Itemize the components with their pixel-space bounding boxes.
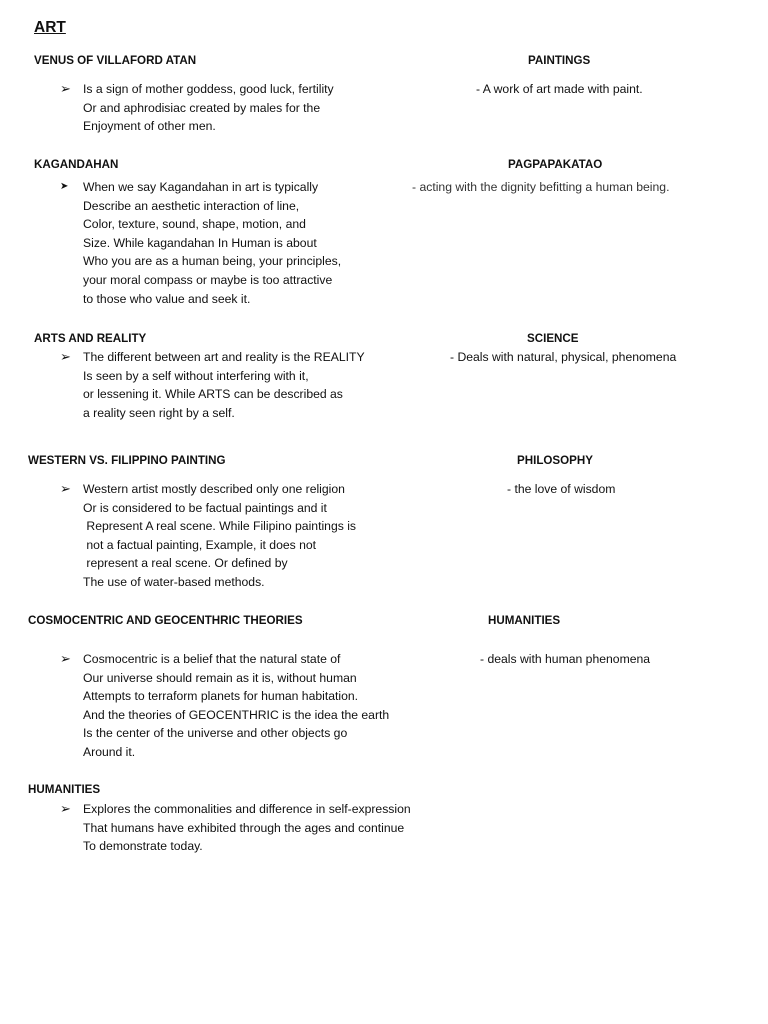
- right-heading-philosophy: PHILOSOPHY: [517, 454, 594, 467]
- body-line: or lessening it. While ARTS can be described as: [83, 387, 343, 402]
- section-body-venus: [83, 80, 334, 136]
- body-line: a reality seen right by a self.: [83, 405, 235, 420]
- right-text-pagpapakatao: - acting with the dignity befitting a human being.: [412, 180, 670, 194]
- section-body-kagandahan: [83, 178, 341, 308]
- body-line: The different between art and reality is the REALITY: [83, 350, 365, 364]
- body-line: Attempts to terraform planets for human habitation.: [83, 689, 359, 704]
- bullet-arrow-icon: ➢: [60, 651, 71, 666]
- body-line: Size. While kagandahan In Human is about: [83, 235, 317, 250]
- right-heading-pagpapakatao: PAGPAPAKATAO: [508, 158, 603, 171]
- body-line: Who you are as a human being, your principles,: [83, 254, 342, 269]
- right-text-science: - Deals with natural, physical, phenomena: [450, 350, 677, 364]
- body-line: The use of water-based methods.: [83, 574, 265, 589]
- section-heading-arts-reality: ARTS AND REALITY: [34, 332, 147, 345]
- body-line: Western artist mostly described only one religion: [83, 482, 345, 496]
- body-line: Is the center of the universe and other objects go: [83, 726, 348, 741]
- section-body-cosmocentric: [83, 650, 389, 762]
- body-line: That humans have exhibited through the ages and continue: [83, 820, 405, 835]
- right-heading-paintings: PAINTINGS: [528, 54, 591, 67]
- bullet-arrow-icon: ➢: [60, 481, 71, 496]
- section-heading-western-filipino: WESTERN VS. FILIPPINO PAINTING: [28, 454, 226, 467]
- body-line: Represent A real scene. While Filipino paintings is: [83, 519, 357, 534]
- body-line: Cosmocentric is a belief that the natural state of: [83, 652, 341, 666]
- section-heading-venus: VENUS OF VILLAFORD ATAN: [34, 54, 197, 67]
- body-line: Describe an aesthetic interaction of line,: [83, 198, 300, 213]
- body-line: When we say Kagandahan in art is typically: [83, 180, 319, 194]
- body-line: Is seen by a self without interfering with it,: [83, 368, 309, 383]
- body-line: Explores the commonalities and difference in self-expression: [83, 802, 411, 816]
- page-title: ART: [34, 19, 66, 36]
- body-line: And the theories of GEOCENTHRIC is the idea the earth: [83, 707, 390, 722]
- section-heading-humanities: HUMANITIES: [28, 783, 101, 796]
- body-line: Color, texture, sound, shape, motion, and: [83, 217, 306, 232]
- body-line: Or and aphrodisiac created by males for the: [83, 100, 321, 115]
- section-body-arts-reality: [83, 348, 365, 422]
- body-line: Around it.: [83, 744, 136, 759]
- body-line: Enjoyment of other men.: [83, 119, 216, 134]
- body-line: not a factual painting, Example, it does not: [83, 537, 317, 552]
- section-body-western-filipino: [83, 480, 356, 592]
- body-line: to those who value and seek it.: [83, 291, 251, 306]
- right-text-humanities: - deals with human phenomena: [480, 652, 651, 666]
- bullet-arrow-icon: ➢: [60, 349, 71, 364]
- bullet-arrowhead-icon: ➤: [60, 181, 69, 192]
- body-line: represent a real scene. Or defined by: [83, 556, 288, 571]
- bullet-arrow-icon: ➢: [60, 801, 71, 816]
- body-line: Or is considered to be factual paintings and it: [83, 500, 327, 515]
- body-line: Is a sign of mother goddess, good luck, fertility: [83, 82, 334, 96]
- section-body-humanities: [83, 800, 411, 856]
- section-heading-kagandahan: KAGANDAHAN: [34, 158, 119, 171]
- body-line: Our universe should remain as it is, without human: [83, 670, 357, 685]
- right-text-philosophy: - the love of wisdom: [507, 482, 616, 496]
- right-heading-science: SCIENCE: [527, 332, 579, 345]
- section-heading-cosmocentric: COSMOCENTRIC AND GEOCENTHRIC THEORIES: [28, 614, 303, 627]
- body-line: To demonstrate today.: [83, 839, 203, 854]
- body-line: your moral compass or maybe is too attractive: [83, 272, 333, 287]
- right-text-paintings: - A work of art made with paint.: [476, 82, 643, 96]
- right-heading-humanities: HUMANITIES: [488, 614, 561, 627]
- bullet-arrow-icon: ➢: [60, 81, 71, 96]
